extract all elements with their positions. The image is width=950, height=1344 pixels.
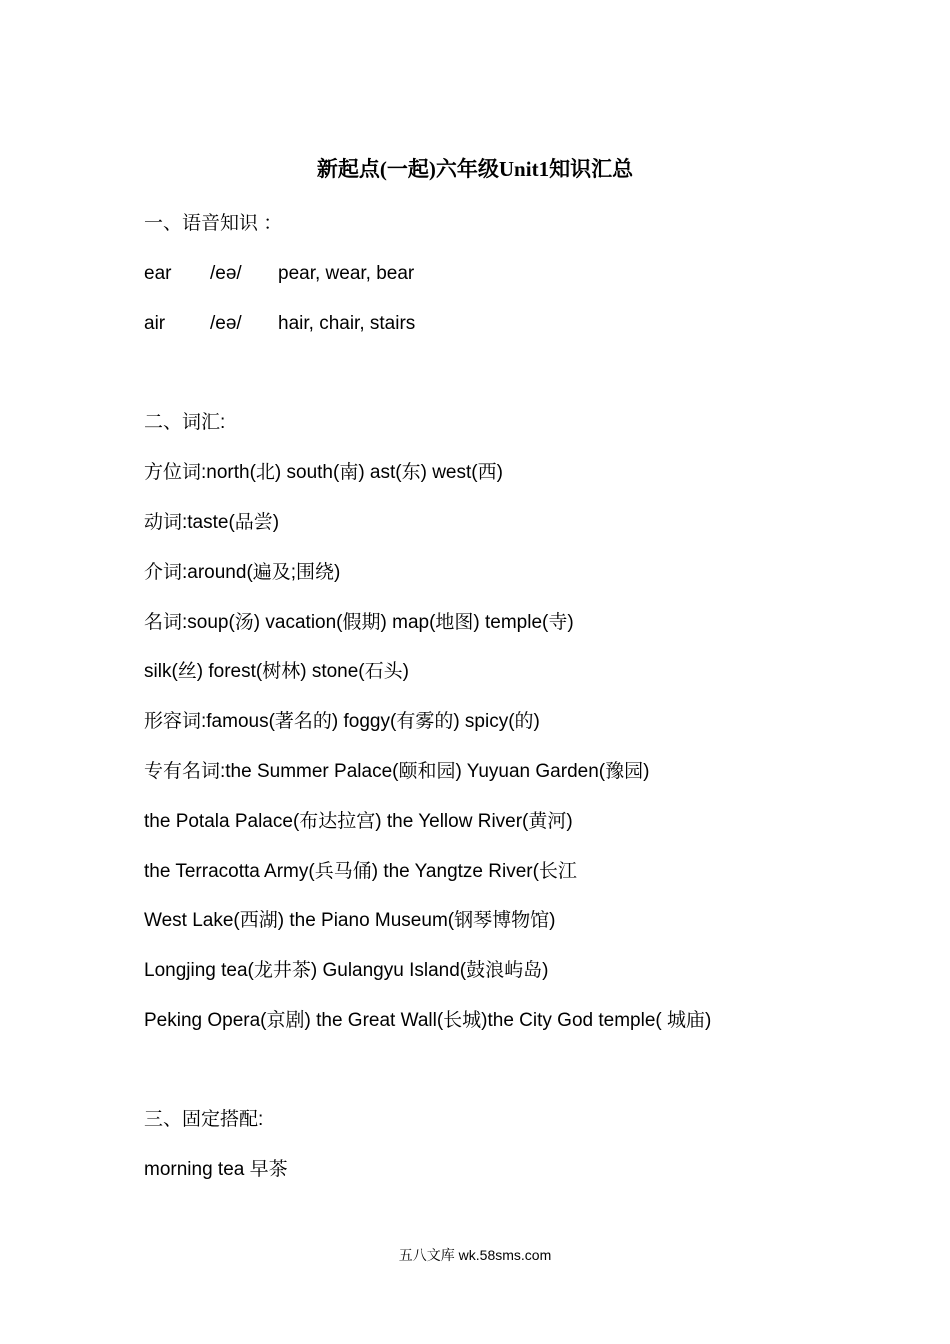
vocabulary-line: 方位词:north(北) south(南) ast(东) west(西)	[144, 462, 503, 483]
vocabulary-line: the Terracotta Army(兵马俑) the Yangtze River(长江	[144, 861, 577, 882]
vocabulary-line: 形容词:famous(著名的) foggy(有雾的) spicy(的)	[144, 711, 540, 732]
vocabulary-line: West Lake(西湖) the Piano Museum(钢琴博物馆)	[144, 910, 556, 931]
page-footer: 五八文库 wk.58sms.com	[398, 1247, 552, 1263]
vocabulary-line: 专有名词:the Summer Palace(颐和园) Yuyuan Garden(豫园)	[144, 761, 650, 782]
vocabulary-heading: 二、词汇:	[144, 412, 226, 433]
phonics-ipa: /eə/	[210, 313, 242, 334]
phonics-heading: 一、语音知识 ：	[144, 213, 283, 234]
phonics-ipa: /eə/	[210, 263, 242, 284]
vocabulary-line: silk(丝) forest(树林) stone(石头)	[144, 661, 409, 682]
page-title: 新起点(一起)六年级Unit1知识汇总	[316, 157, 634, 181]
phrases-heading: 三、固定搭配:	[144, 1109, 264, 1130]
vocabulary-line: 名词:soup(汤) vacation(假期) map(地图) temple(寺)	[144, 612, 574, 633]
vocabulary-line: Peking Opera(京剧) the Great Wall(长城)the City God temple( 城庙)	[144, 1010, 712, 1031]
vocabulary-line: 介词:around(遍及;围绕)	[144, 562, 341, 583]
phrases-line: morning tea 早茶	[144, 1159, 288, 1180]
phonics-examples: hair, chair, stairs	[278, 313, 416, 334]
vocabulary-line: Longjing tea(龙井茶) Gulangyu Island(鼓浪屿岛)	[144, 960, 549, 981]
phonics-spelling: ear	[144, 263, 172, 284]
vocabulary-line: the Potala Palace(布达拉宫) the Yellow River(黄河)	[144, 811, 573, 832]
phonics-spelling: air	[144, 313, 166, 334]
vocabulary-line: 动词:taste(品尝)	[144, 512, 280, 533]
phonics-examples: pear, wear, bear	[278, 263, 415, 284]
